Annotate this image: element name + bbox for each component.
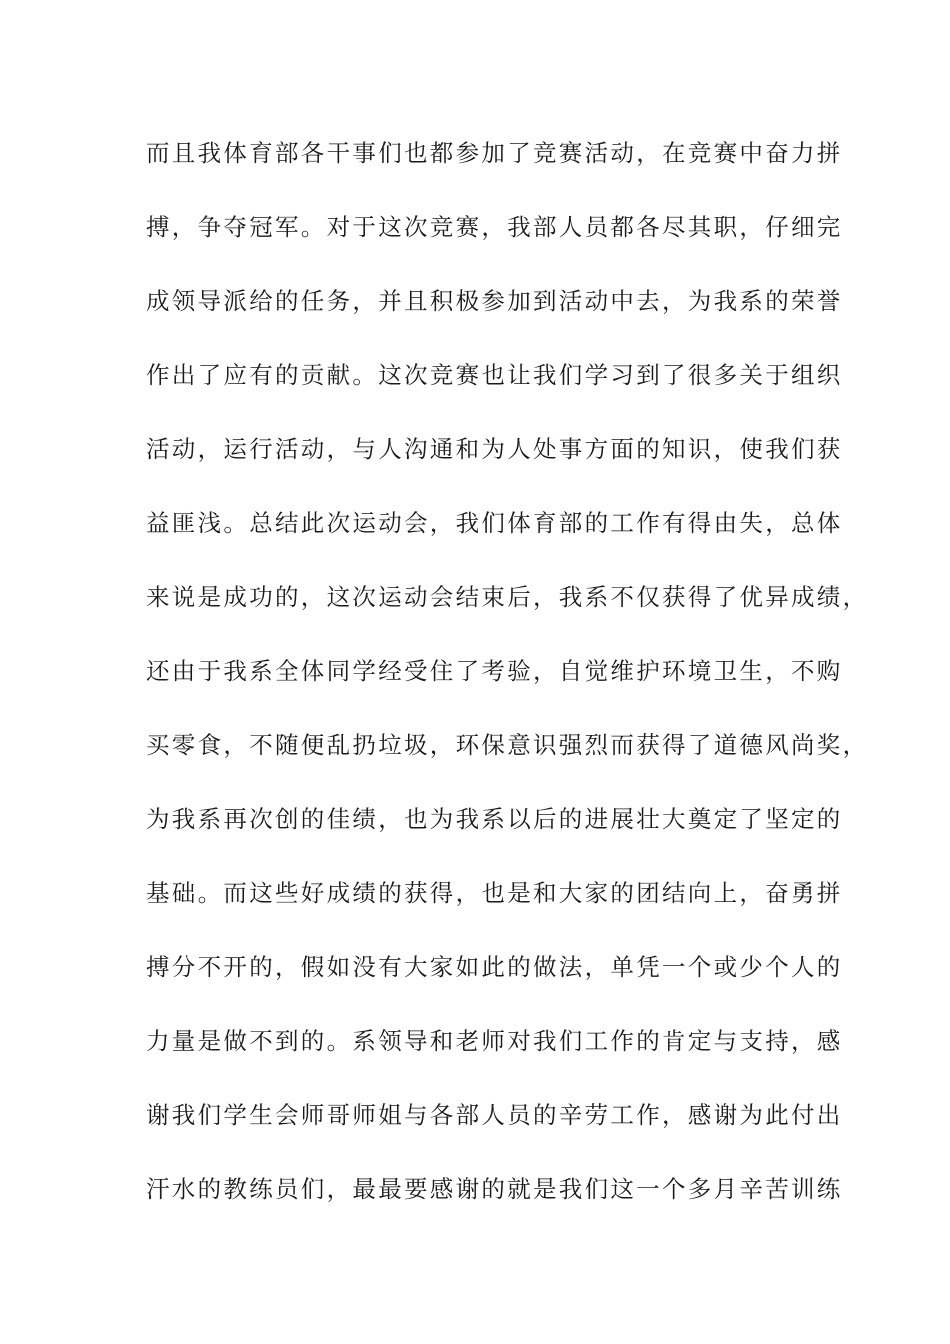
text-line-8: 还由于我系全体同学经受住了考验，自觉维护环境卫生，不购 xyxy=(146,657,843,685)
text-line-10: 为我系再次创的佳绩，也为我系以后的进展壮大奠定了坚定的 xyxy=(146,805,843,833)
text-line-7: 来说是成功的，这次运动会结束后，我系不仅获得了优异成绩， xyxy=(146,583,869,611)
text-line-5: 活动，运行活动，与人沟通和为人处事方面的知识，使我们获 xyxy=(146,435,843,463)
text-line-6: 益匪浅。总结此次运动会，我们体育部的工作有得由失，总体 xyxy=(146,509,843,537)
text-line-14: 谢我们学生会师哥师姐与各部人员的辛劳工作，感谢为此付出 xyxy=(146,1101,843,1129)
text-line-3: 成领导派给的任务，并且积极参加到活动中去，为我系的荣誉 xyxy=(146,287,843,315)
text-line-4: 作出了应有的贡献。这次竞赛也让我们学习到了很多关于组织 xyxy=(146,361,843,389)
text-line-12: 搏分不开的，假如没有大家如此的做法，单凭一个或少个人的 xyxy=(146,953,843,981)
text-line-1: 而且我体育部各干事们也都参加了竞赛活动，在竞赛中奋力拼 xyxy=(146,139,843,167)
text-line-11: 基础。而这些好成绩的获得，也是和大家的团结向上，奋勇拼 xyxy=(146,879,843,907)
text-line-2: 搏，争夺冠军。对于这次竞赛，我部人员都各尽其职，仔细完 xyxy=(146,213,843,241)
body-paragraph xyxy=(146,129,869,1239)
text-line-13: 力量是做不到的。系领导和老师对我们工作的肯定与支持，感 xyxy=(146,1027,843,1055)
text-line-15: 汗水的教练员们，最最要感谢的就是我们这一个多月辛苦训练 xyxy=(146,1175,843,1203)
text-line-9: 买零食，不随便乱扔垃圾，环保意识强烈而获得了道德风尚奖， xyxy=(146,731,869,759)
